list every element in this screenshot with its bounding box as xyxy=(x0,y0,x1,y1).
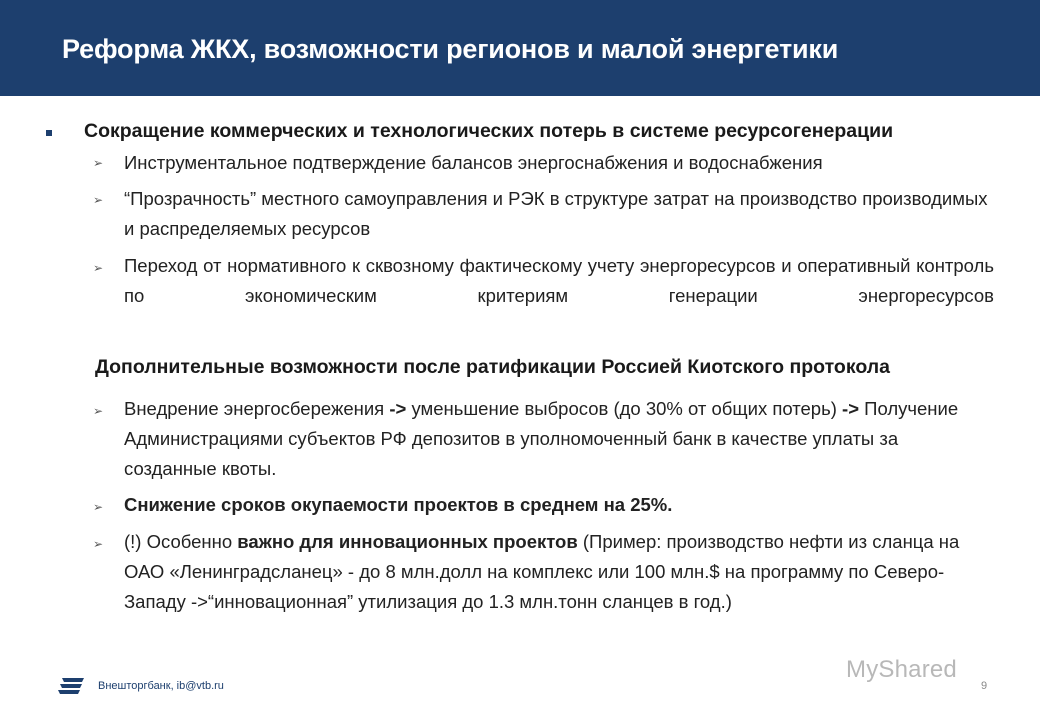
section2-item-2: Снижение сроков окупаемости проектов в среднем на 25%. xyxy=(124,494,673,515)
item3-text-b: (Пример: производство нефти из сланца на ОАО «Ленинградсланец» - до 8 млн.долл на комплекс или 100 млн.$ на программу по Северо-Западу ->“инновационная” утилизация до 1.3 млн.тонн сланцев в год.) xyxy=(124,531,960,612)
slide-title: Реформа ЖКХ, возможности регионов и малой энергетики xyxy=(62,34,839,64)
section1-item-3-text: Переход от нормативного к сквозному фактическому учету энергоресурсов и оперативный контроль по экономическим критериям генерации энергоресурсов xyxy=(124,255,994,306)
section2-item-1 xyxy=(124,394,994,484)
arrow-bullet-icon: ➢ xyxy=(93,261,104,275)
section2-heading: Дополнительные возможности после ратификации Россией Киотского протокола xyxy=(95,356,890,378)
section2-item-3 xyxy=(124,527,994,617)
vtb-logo-icon xyxy=(58,676,86,699)
arrow-bullet-icon: ➢ xyxy=(93,404,104,418)
page-number: 9 xyxy=(981,680,988,692)
arrow-text: -> xyxy=(384,398,412,419)
section1-item-1: Инструментальное подтверждение балансов энергоснабжения и водоснабжения xyxy=(124,152,823,173)
item3-bold: важно для инновационных проектов xyxy=(237,531,578,552)
item1-text-a: Внедрение энергосбережения xyxy=(124,398,385,419)
arrow-bullet-icon: ➢ xyxy=(93,537,104,551)
footer-org: Внешторгбанк, ib@vtb.ru xyxy=(98,680,224,692)
arrow-text: -> xyxy=(836,398,865,419)
title-bar xyxy=(0,0,1040,96)
section1-item-2: “Прозрачность” местного самоуправления и РЭК в структуре затрат на производство производимых и распределяемых ресурсов xyxy=(124,188,988,239)
item1-text-b: уменьшение выбросов (до 30% от общих потерь) xyxy=(411,398,837,419)
arrow-bullet-icon: ➢ xyxy=(93,156,104,170)
item1-text-c: Получение Администрациями субъектов РФ депозитов в уполномоченный банк в качестве уплаты за созданные квоты. xyxy=(124,398,959,479)
arrow-bullet-icon: ➢ xyxy=(93,500,104,514)
bullet-square-icon xyxy=(46,130,52,136)
section1-heading: Сокращение коммерческих и технологических потерь в системе ресурсогенерации xyxy=(84,120,894,142)
watermark: MyShared xyxy=(846,656,957,683)
section1-item-3 xyxy=(124,251,994,311)
arrow-bullet-icon: ➢ xyxy=(93,193,104,207)
item3-text-a: (!) Особенно xyxy=(124,531,238,552)
